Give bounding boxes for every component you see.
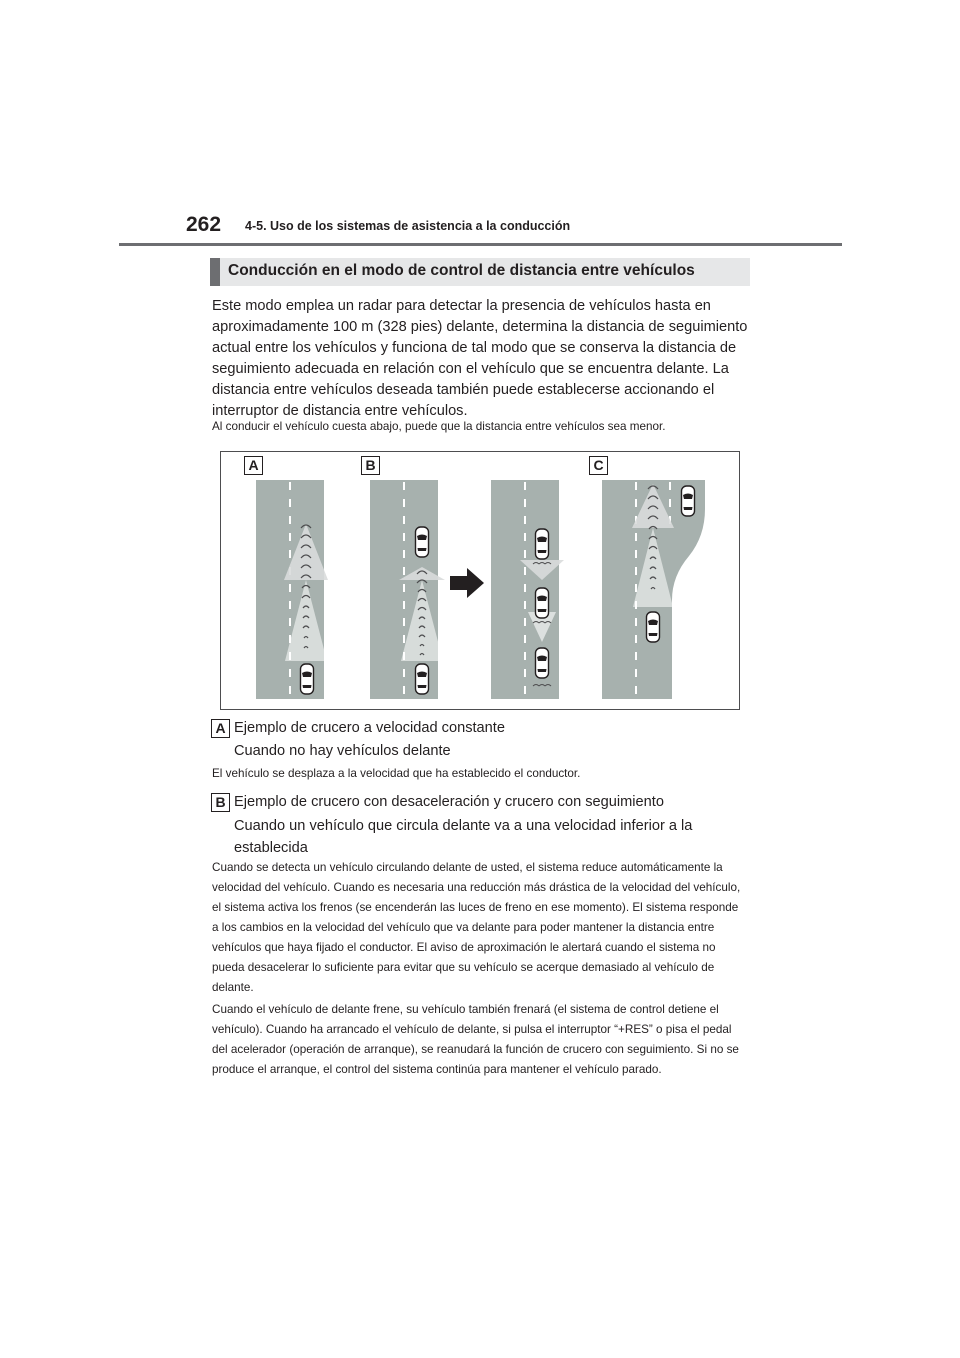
item-b-note-2: Cuando el vehículo de delante frene, su vehículo también frenará (el sistema de control detiene el vehículo). Cuando ha arrancado el vehículo de delante, si pulsa el interruptor “+RES” o pisa el pedal del acelerador (operación de arranque), se reanudará la función de crucero con seguimiento. Si no se produce el arranque, el control del sistema continúa para mantener el vehículo parado.: [212, 1003, 739, 1076]
cruise-illustration: [220, 451, 740, 710]
item-b-subtitle: Cuando un vehículo que circula delante va a una velocidad inferior a la establecida: [234, 818, 693, 856]
road-a: [256, 480, 328, 699]
item-badge-b: B: [211, 793, 230, 812]
item-a-title: Ejemplo de crucero a velocidad constante: [234, 720, 505, 736]
section-path: 4-5. Uso de los sistemas de asistencia a la conducción: [245, 219, 571, 233]
figure-label-a: A: [244, 456, 263, 475]
section-title-bar: [210, 258, 750, 286]
item-badge-a: A: [211, 719, 230, 738]
intro-paragraph: Este modo emplea un radar para detectar la presencia de vehículos hasta en aproximadamente 100 m (328 pies) delante, determina la distancia de seguimiento actual entre los vehículos y funciona de tal modo que se conserva la distancia de seguimiento adecuada en relación con el vehículo que se encuentra delante. La distancia entre vehículos deseada también puede establecerse accionando el interruptor de distancia entre vehículos.: [212, 298, 748, 419]
intro-note: Al conducir el vehículo cuesta abajo, puede que la distancia entre vehículos sea menor.: [212, 420, 666, 433]
section-title: Conducción en el modo de control de distancia entre vehículos: [228, 262, 695, 279]
header-rule: [119, 243, 842, 246]
road-c: [602, 480, 705, 699]
item-b-title: Ejemplo de crucero con desaceleración y crucero con seguimiento: [234, 794, 664, 810]
illustration-svg: [221, 452, 739, 709]
title-accent: [210, 258, 220, 286]
item-b-note-1: Cuando se detecta un vehículo circulando delante de usted, el sistema reduce automáticamente la velocidad del vehículo. Cuando es necesaria una reducción más drástica de la velocidad del vehículo, el sistema activa los frenos (se encenderán las luces de freno en ese momento). El sistema responde a los cambios en la velocidad del vehículo que va delante para poder mantener la distancia entre vehículos que haya fijado el conductor. El aviso de aproximación le alertará cuando el sistema no pueda desacelerar lo suficiente para evitar que su vehículo se acerque demasiado al vehículo de delante.: [212, 861, 741, 994]
figure-label-b: B: [361, 456, 380, 475]
road-b: [370, 480, 445, 699]
page-number: 262: [186, 213, 222, 236]
arrow-icon: [450, 568, 484, 598]
road-b-following: [491, 480, 564, 699]
item-a-subtitle: Cuando no hay vehículos delante: [234, 743, 451, 759]
figure-label-c: C: [589, 456, 608, 475]
item-a-note: El vehículo se desplaza a la velocidad que ha establecido el conductor.: [212, 767, 581, 780]
